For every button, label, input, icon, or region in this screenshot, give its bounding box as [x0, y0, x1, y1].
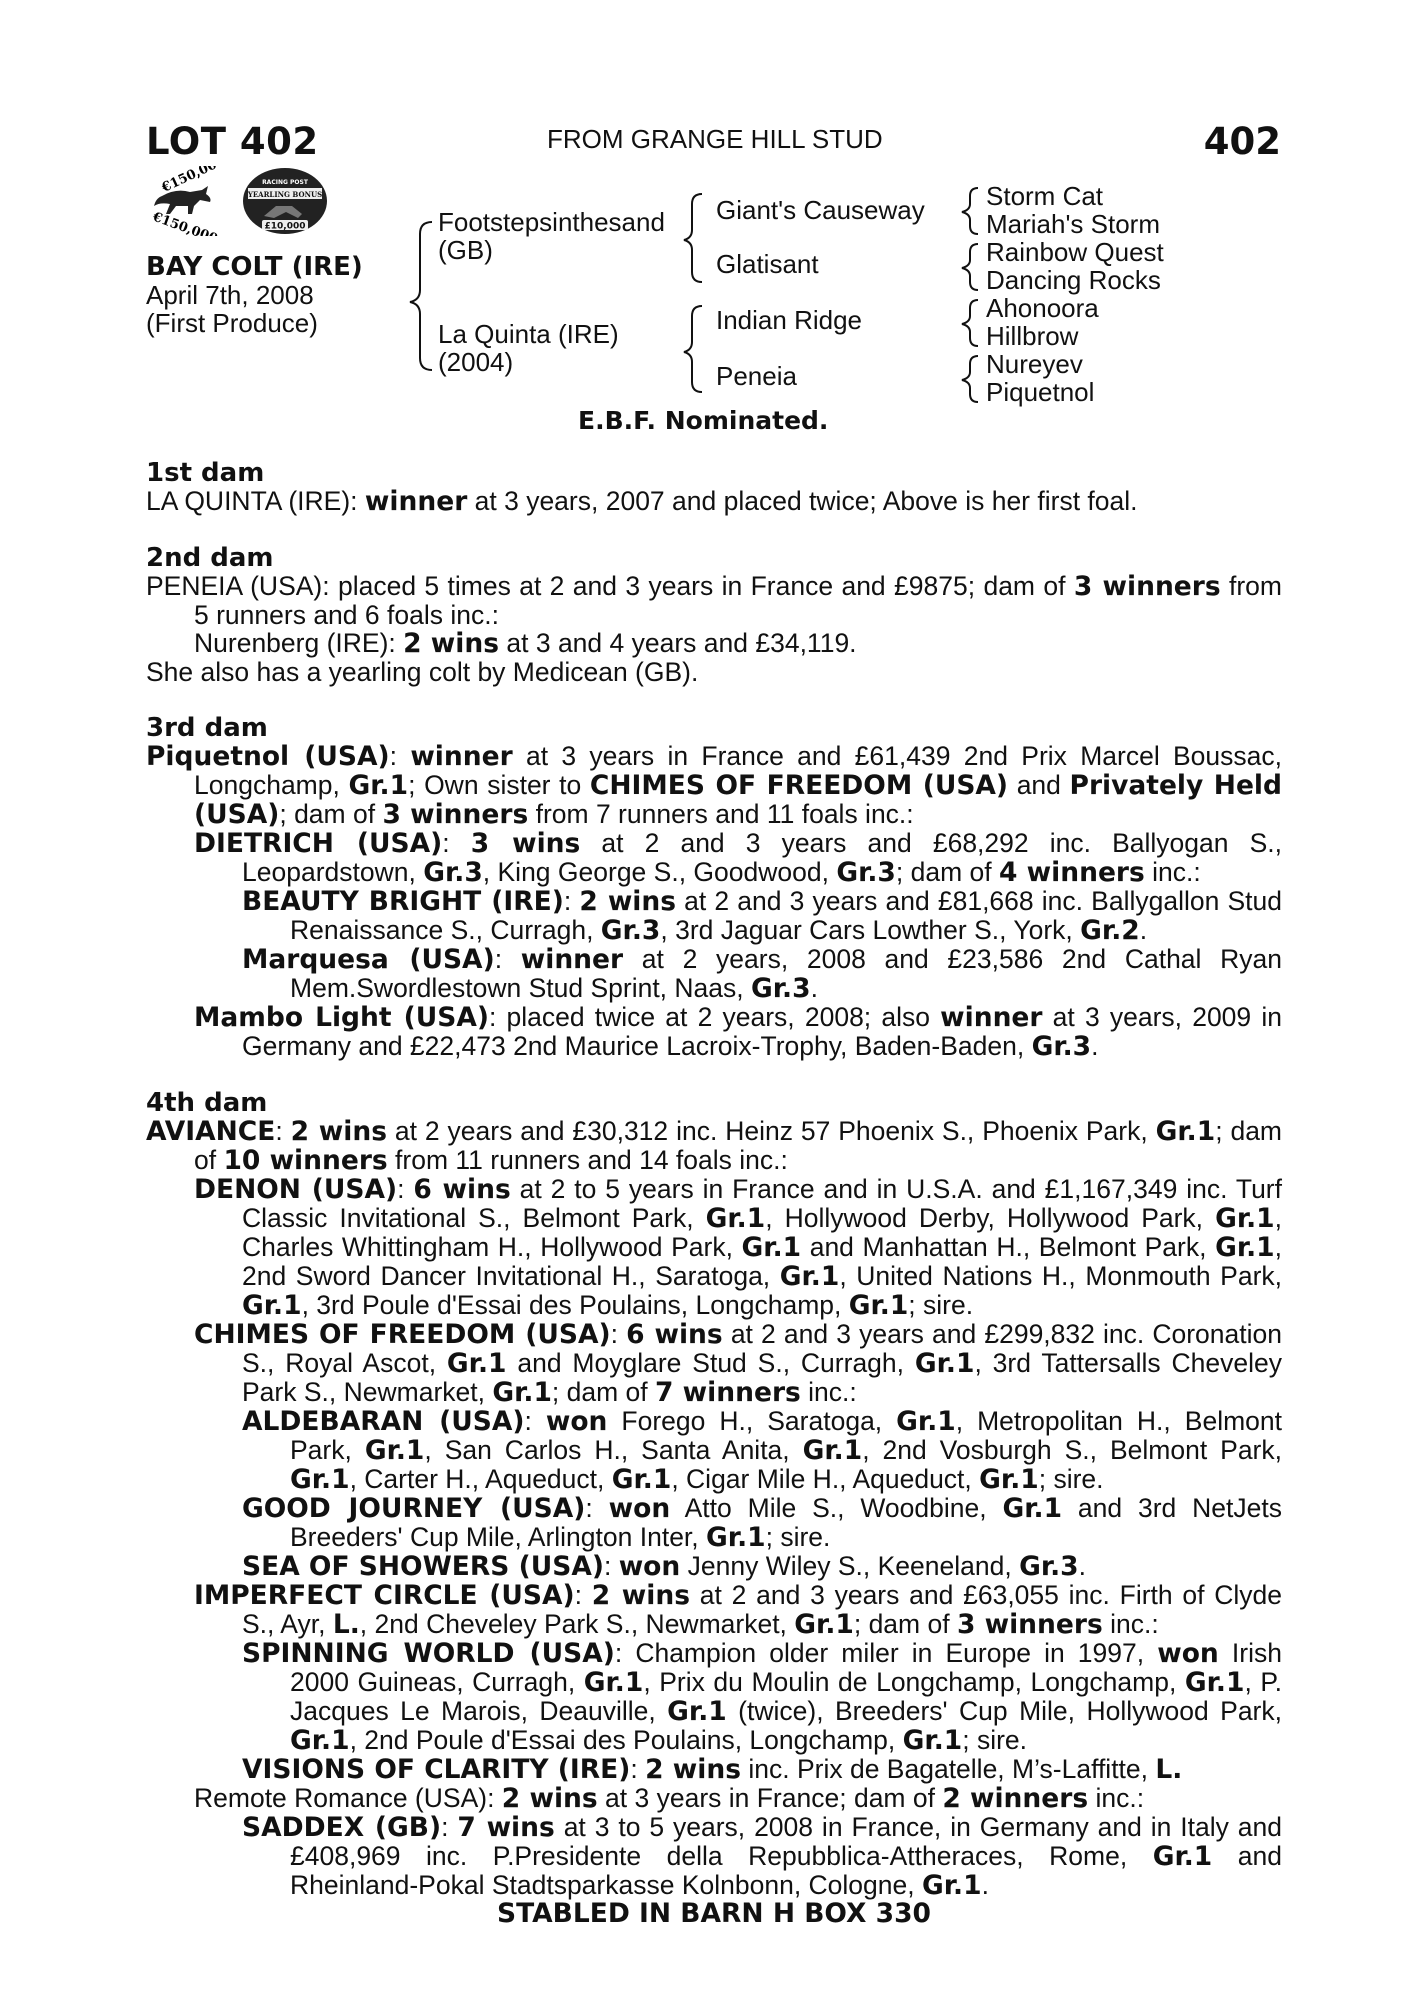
grandsire-3: Indian Ridge — [716, 305, 862, 335]
ggs-4: Dancing Rocks — [986, 265, 1161, 295]
second-dam-entry: PENEIA (USA): placed 5 times at 2 and 3 years in France and £9875; dam of 3 winners from 5 runners and 6 foals inc.: — [146, 571, 1282, 630]
horse-title: BAY COLT (IRE) — [146, 252, 363, 282]
produce-visions-of-clarity: VISIONS OF CLARITY (IRE): 2 wins inc. Prix de Bagatelle, M’s-Laffitte, L. — [242, 1754, 1183, 1785]
ggs-6: Hillbrow — [986, 321, 1079, 351]
svg-text:RACING POST: RACING POST — [262, 179, 308, 186]
produce-saddex: SADDEX (GB): 7 wins at 3 to 5 years, 2008 in France, in Germany and in Italy and £408,969 inc. P.Presidente della Repubblica-Attheraces, Rome, Gr.1 and Rheinland-Pokal Stadtsparkasse Kolnbonn, Cologne, Gr.1. — [242, 1812, 1283, 1901]
grandsire-1: Giant's Causeway — [716, 195, 925, 225]
svg-text:£10,000: £10,000 — [264, 221, 306, 232]
stabling-note: STABLED IN BARN H BOX 330 — [497, 1898, 931, 1929]
ebf-nomination: E.B.F. Nominated. — [578, 406, 829, 435]
produce-good-journey: GOOD JOURNEY (USA): won Atto Mile S., Woodbine, Gr.1 and 3rd NetJets Breeders' Cup Mile, Arlington Inter, Gr.1; sire. — [242, 1493, 1283, 1553]
ggs-1: Storm Cat — [986, 181, 1104, 211]
pedigree-brackets — [0, 0, 1425, 440]
produce-denon: DENON (USA): 6 wins at 2 to 5 years in France and in U.S.A. and £1,167,349 inc. Turf Classic Invitational S., Belmont Park, Gr.1, Hollywood Derby, Hollywood Park, Gr.1, Charles Whittingham H., Hollywood Park, Gr.1 and Manhattan H., Belmont Park, Gr.1, 2nd Sword Dancer Invitational H., Saratoga, Gr.1, United Nations H., Monmouth Park, Gr.1, 3rd Poule d'Essai des Poulains, Longchamp, Gr.1; sire. — [194, 1174, 1283, 1321]
ggs-5: Ahonoora — [986, 293, 1099, 323]
grandsire-2: Glatisant — [716, 249, 819, 279]
produce-note: (First Produce) — [146, 308, 318, 338]
fourth-dam-entry: AVIANCE: 2 wins at 2 years and £30,312 inc. Heinz 57 Phoenix S., Phoenix Park, Gr.1; dam of 10 winners from 11 runners and 14 foals inc.: — [146, 1116, 1283, 1176]
catalogue-body — [146, 459, 1282, 1928]
third-dam-heading: 3rd dam — [146, 713, 268, 743]
first-dam-entry: LA QUINTA (IRE): winner at 3 years, 2007 and placed twice; Above is her first foal. — [146, 486, 1138, 517]
lot-label: LOT 402 — [146, 120, 319, 163]
produce-mambo-light: Mambo Light (USA): placed twice at 2 years, 2008; also winner at 3 years, 2009 in Germany and £22,473 2nd Maurice Lacroix-Trophy, Baden-Baden, Gr.3. — [194, 1002, 1282, 1062]
second-dam-note: She also has a yearling colt by Medicean (GB). — [146, 657, 699, 687]
svg-text:YEARLING BONUS: YEARLING BONUS — [247, 190, 323, 199]
ggs-3: Rainbow Quest — [986, 237, 1164, 267]
produce-spinning-world: SPINNING WORLD (USA): Champion older miler in Europe in 1997, won Irish 2000 Guineas, Curragh, Gr.1, Prix du Moulin de Longchamp, Longchamp, Gr.1, P. Jacques Le Marois, Deauville, Gr.1 (twice), Breeders' Cup Mile, Hollywood Park, Gr.1, 2nd Poule d'Essai des Poulains, Longchamp, Gr.1; sire. — [242, 1638, 1282, 1756]
fourth-dam-heading: 4th dam — [146, 1088, 268, 1118]
produce-sea-of-showers: SEA OF SHOWERS (USA): won Jenny Wiley S., Keeneland, Gr.3. — [242, 1551, 1086, 1582]
ggs-8: Piquetnol — [986, 377, 1095, 407]
sire-country: (GB) — [438, 235, 493, 265]
second-dam-heading: 2nd dam — [146, 543, 274, 573]
produce-dietrich: DIETRICH (USA): 3 wins at 2 and 3 years and £68,292 inc. Ballyogan S., Leopardstown, Gr.3, King George S., Goodwood, Gr.3; dam of 4 winners inc.: — [194, 828, 1282, 888]
produce-beauty-bright: BEAUTY BRIGHT (IRE): 2 wins at 2 and 3 years and £81,668 inc. Ballygallon Stud Renaissance S., Curragh, Gr.3, 3rd Jaguar Cars Lowther S., York, Gr.2. — [242, 886, 1282, 946]
foaling-date: April 7th, 2008 — [146, 280, 314, 310]
ggs-7: Nureyev — [986, 349, 1083, 379]
produce-aldebaran: ALDEBARAN (USA): won Forego H., Saratoga, Gr.1, Metropolitan H., Belmont Park, Gr.1, San Carlos H., Santa Anita, Gr.1, 2nd Vosburgh S., Belmont Park, Gr.1, Carter H., Aqueduct, Gr.1, Cigar Mile H., Aqueduct, Gr.1; sire. — [242, 1406, 1282, 1495]
sire-name: Footstepsinthesand — [438, 207, 665, 237]
produce-imperfect-circle: IMPERFECT CIRCLE (USA): 2 wins at 2 and 3 years and £63,055 inc. Firth of Clyde S., Ayr, L., 2nd Cheveley Park S., Newmarket, Gr.1; dam of 3 winners inc.: — [194, 1580, 1282, 1640]
grandsire-4: Peneia — [716, 361, 797, 391]
produce-marquesa: Marquesa (USA): winner at 2 years, 2008 and £23,586 2nd Cathal Ryan Mem.Swordlestown Stud Sprint, Naas, Gr.3. — [242, 944, 1282, 1004]
badge-top-text: €150,000 — [159, 166, 226, 196]
first-dam-heading: 1st dam — [146, 458, 265, 488]
lot-number: 402 — [1203, 120, 1281, 163]
third-dam-entry: Piquetnol (USA): winner at 3 years in France and £61,439 2nd Prix Marcel Boussac, Longchamp, Gr.1; Own sister to CHIMES OF FREEDOM (USA) and Privately Held (USA); dam of 3 winners from 7 runners and 11 foals inc.: — [146, 741, 1283, 830]
produce-remote-romance: Remote Romance (USA): 2 wins at 3 years in France; dam of 2 winners inc.: — [194, 1783, 1145, 1814]
produce-chimes-of-freedom: CHIMES OF FREEDOM (USA): 6 wins at 2 and 3 years and £299,832 inc. Coronation S., Royal Ascot, Gr.1 and Moyglare Stud S., Curragh, Gr.1, 3rd Tattersalls Cheveley Park S., Newmarket, Gr.1; dam of 7 winners inc.: — [194, 1319, 1282, 1408]
dam-year: (2004) — [438, 347, 514, 377]
ggs-2: Mariah's Storm — [986, 209, 1161, 239]
produce-nurenberg: Nurenberg (IRE): 2 wins at 3 and 4 years and £34,119. — [194, 628, 857, 659]
dam-name: La Quinta (IRE) — [438, 319, 619, 349]
badge-bottom-text: €150,000 — [150, 209, 220, 236]
consignor: FROM GRANGE HILL STUD — [547, 124, 883, 154]
